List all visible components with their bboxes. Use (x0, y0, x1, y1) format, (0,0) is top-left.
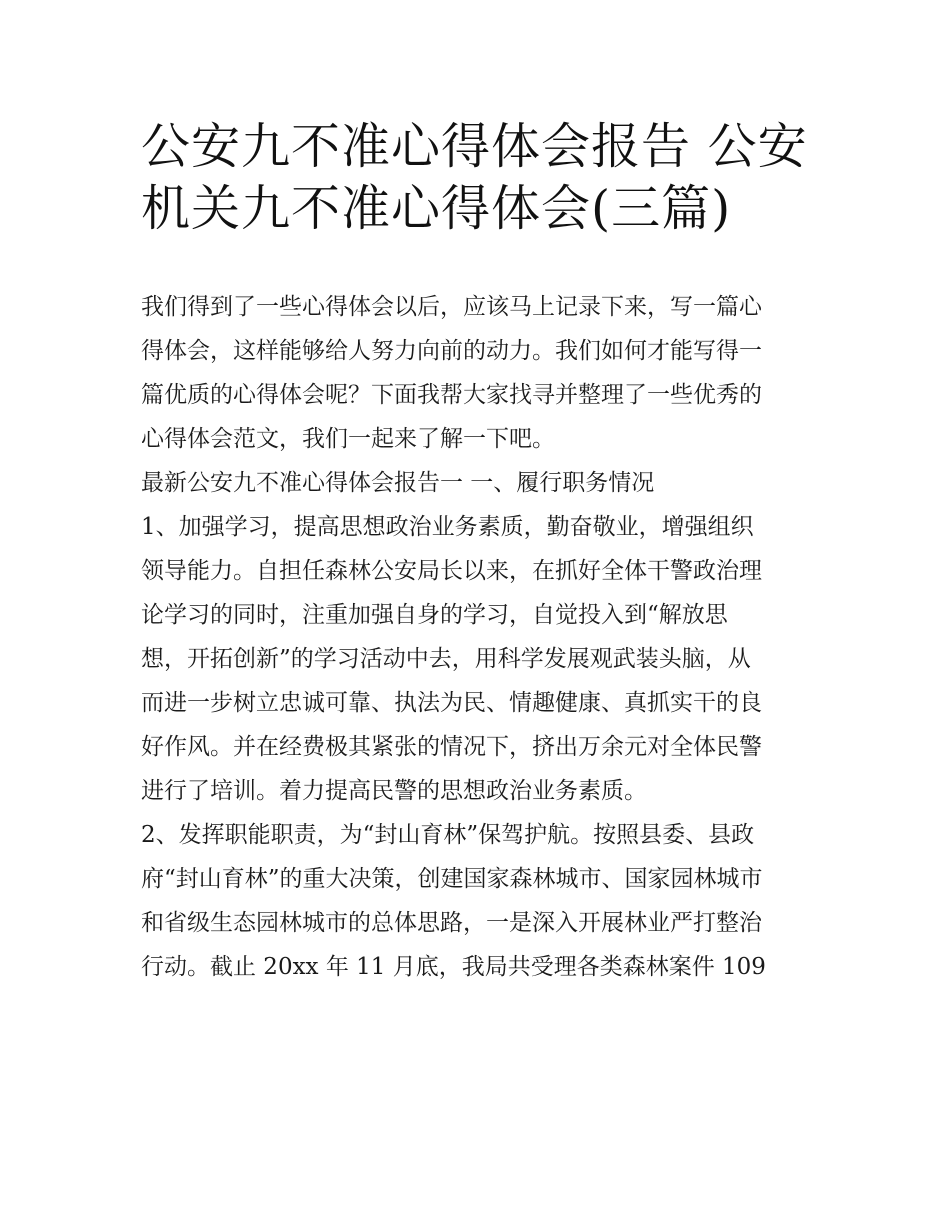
document-body (141, 285, 821, 989)
body-line: 篇优质的心得体会呢？下面我帮大家找寻并整理了一些优秀的 (141, 382, 762, 408)
title-line-1: 公安九不准心得体会报告 公安 (141, 118, 808, 175)
body-line: 领导能力。自担任森林公安局长以来，在抓好全体干警政治理 (141, 558, 762, 584)
body-line: 好作风。并在经费极其紧张的情况下，挤出万余元对全体民警 (141, 734, 762, 760)
document-title (141, 116, 821, 240)
body-line: 府“封山育林”的重大决策，创建国家森林城市、国家园林城市 (141, 866, 763, 892)
body-line: 心得体会范文，我们一起来了解一下吧。 (141, 426, 555, 452)
body-line: 想，开拓创新”的学习活动中去，用科学发展观武装头脑，从 (141, 646, 751, 672)
body-line: 我们得到了一些心得体会以后，应该马上记录下来，写一篇心 (141, 294, 762, 320)
body-line: 行动。截止 20xx 年 11 月底，我局共受理各类森林案件 109 (141, 954, 766, 980)
body-line: 而进一步树立忠诚可靠、执法为民、情趣健康、真抓实干的良 (141, 690, 762, 716)
title-line-2: 机关九不准心得体会(三篇) (141, 180, 732, 237)
body-line: 和省级生态园林城市的总体思路，一是深入开展林业严打整治 (141, 910, 762, 936)
body-line: 1、加强学习，提高思想政治业务素质，勤奋敬业，增强组织 (141, 514, 754, 540)
body-line: 2、发挥职能职责，为“封山育林”保驾护航。按照县委、县政 (141, 822, 755, 848)
body-line: 得体会，这样能够给人努力向前的动力。我们如何才能写得一 (141, 338, 762, 364)
body-line: 进行了培训。着力提高民警的思想政治业务素质。 (141, 778, 647, 804)
body-line: 论学习的同时，注重加强自身的学习，自觉投入到“解放思 (141, 602, 728, 628)
section-heading: 最新公安九不准心得体会报告一 一、履行职务情况 (141, 470, 655, 496)
